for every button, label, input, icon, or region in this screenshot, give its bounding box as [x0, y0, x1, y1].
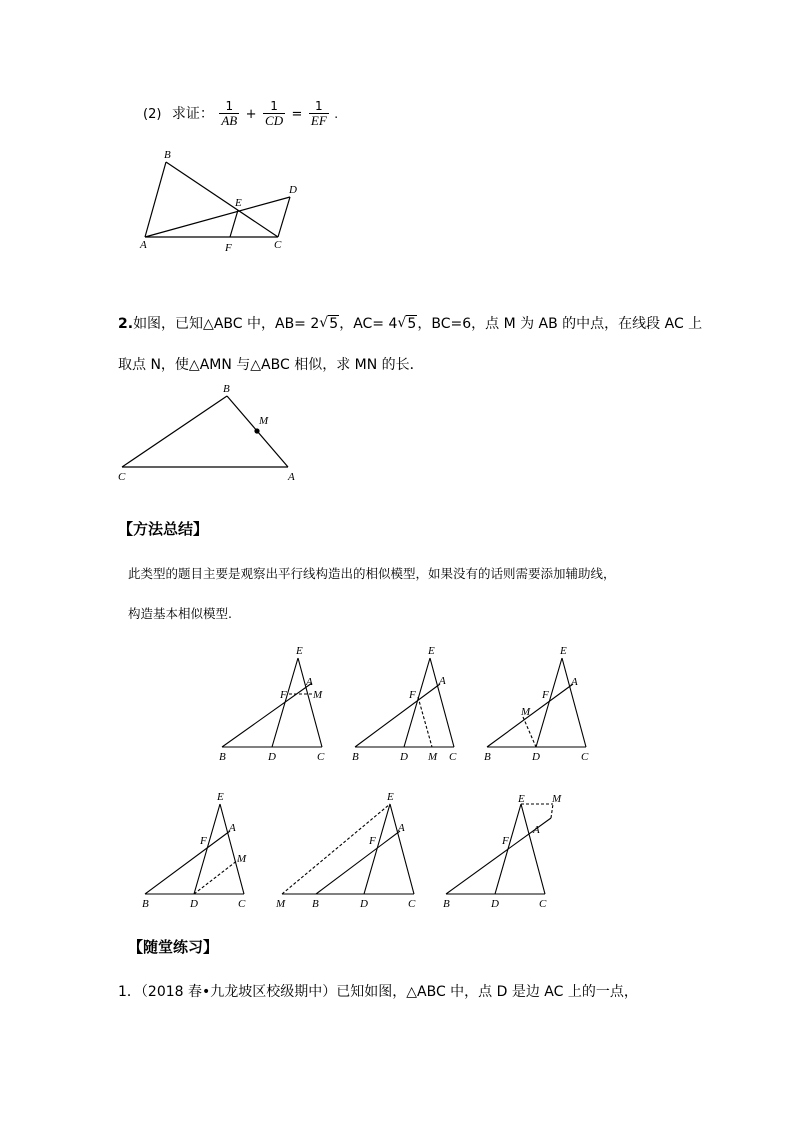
- m3-label-e: E: [560, 645, 567, 657]
- m2-label-f: F: [409, 689, 416, 701]
- segment-bc: [166, 162, 278, 237]
- figure-2-triangle: [110, 380, 310, 490]
- m4-label-d: D: [190, 898, 198, 910]
- m6-label-e: E: [518, 793, 525, 805]
- segment-dc: [278, 197, 290, 237]
- period: .: [334, 107, 339, 121]
- fraction-2-denominator: CD: [265, 113, 284, 128]
- segment-bc: [122, 396, 227, 467]
- practice-heading: 【随堂练习】: [128, 938, 219, 956]
- m2-label-d: D: [400, 751, 408, 763]
- label-a: A: [288, 471, 295, 483]
- fraction-3-numerator: 1: [315, 99, 323, 113]
- m1-label-f: F: [280, 689, 287, 701]
- method-heading: 【方法总结】: [118, 520, 209, 538]
- fraction-2-cd: [263, 100, 285, 128]
- m2-label-m: M: [428, 751, 438, 763]
- fraction-3-denominator: EF: [310, 113, 327, 128]
- model-6: [446, 804, 553, 894]
- m2-label-b: B: [352, 751, 359, 763]
- label-a: A: [140, 239, 147, 251]
- question-2-text-3: ，BC=6，点 M 为 AB 的中点，在线段 AC 上: [417, 316, 703, 332]
- method-line-1: 此类型的题目主要是观察出平行线构造出的相似模型，如果没有的话则需要添加辅助线，: [128, 566, 616, 581]
- model-5: [282, 804, 414, 894]
- ac-coefficient: 4: [388, 316, 398, 332]
- m6-label-c: C: [539, 898, 547, 910]
- ab-coefficient: 2: [310, 316, 320, 332]
- m5-label-e: E: [387, 791, 394, 803]
- ac-sqrt: √ 5: [397, 315, 417, 332]
- m3-label-a: A: [571, 676, 578, 688]
- point-m: [254, 428, 259, 433]
- m3-label-d: D: [532, 751, 540, 763]
- equals-sign: =: [291, 106, 303, 122]
- m6-label-m: M: [552, 793, 562, 805]
- m2-label-a: A: [439, 675, 446, 687]
- m5-label-a: A: [398, 822, 405, 834]
- m1-label-d: D: [268, 751, 276, 763]
- similarity-models-diagram: [0, 640, 794, 915]
- m4-label-b: B: [142, 898, 149, 910]
- ab-radicand: 5: [329, 316, 339, 332]
- m5-label-f: F: [369, 835, 376, 847]
- question-2-line-1: [118, 313, 702, 333]
- segment-ef: [230, 210, 238, 237]
- m4-label-f: F: [200, 835, 207, 847]
- plus-sign: +: [245, 106, 257, 122]
- fraction-3-ef: [309, 100, 329, 128]
- m1-label-c: C: [317, 751, 325, 763]
- label-m: M: [259, 415, 269, 427]
- m5-label-b: B: [312, 898, 319, 910]
- m6-label-f: F: [502, 835, 509, 847]
- question-2-number: 2.: [118, 316, 134, 332]
- m4-label-m: M: [237, 853, 247, 865]
- practice-question-1: 1．（2018 春•九龙坡区校级期中）已知如图，△ABC 中，点 D 是边 AC 上的一点，: [118, 984, 638, 1000]
- m6-label-d: D: [491, 898, 499, 910]
- m3-label-b: B: [484, 751, 491, 763]
- label-e: E: [235, 197, 242, 209]
- label-c: C: [274, 239, 282, 251]
- question-2-text-1: 如图，已知△ABC 中，AB=: [133, 316, 311, 332]
- ac-radicand: 5: [407, 316, 417, 332]
- m1-label-a: A: [306, 676, 313, 688]
- label-d: D: [289, 184, 297, 196]
- m3-label-f: F: [542, 689, 549, 701]
- m6-label-a: A: [533, 824, 540, 836]
- m5-label-c: C: [408, 898, 416, 910]
- m3-label-m: M: [521, 706, 531, 718]
- m3-label-c: C: [581, 751, 589, 763]
- segment-ba: [145, 162, 166, 237]
- question-2-text-2: ，AC=: [339, 316, 389, 332]
- m5-label-m: M: [276, 898, 286, 910]
- fraction-2-numerator: 1: [270, 99, 278, 113]
- m2-label-e: E: [428, 645, 435, 657]
- part2-statement: [143, 100, 338, 128]
- part2-label: (2): [143, 107, 162, 122]
- m4-label-e: E: [217, 791, 224, 803]
- label-b: B: [223, 383, 230, 395]
- m1-label-b: B: [219, 751, 226, 763]
- model-4: [145, 804, 244, 894]
- fraction-1-denominator: AB: [221, 113, 238, 128]
- figure-1-geometry: [130, 140, 310, 260]
- method-line-2: 构造基本相似模型.: [128, 606, 232, 621]
- m5-label-d: D: [360, 898, 368, 910]
- label-f: F: [225, 242, 232, 254]
- m1-label-e: E: [296, 645, 303, 657]
- m4-label-a: A: [229, 822, 236, 834]
- fraction-1-ab: [219, 100, 239, 128]
- ab-sqrt: √ 5: [319, 315, 339, 332]
- label-b: B: [164, 149, 171, 161]
- m6-label-b: B: [443, 898, 450, 910]
- fraction-1-numerator: 1: [225, 99, 234, 113]
- prove-text: 求证：: [171, 106, 214, 122]
- m4-label-c: C: [238, 898, 246, 910]
- m2-label-c: C: [449, 751, 457, 763]
- question-2-line-2: 取点 N，使△AMN 与△ABC 相似，求 MN 的长．: [118, 357, 424, 373]
- model-3: [487, 658, 586, 747]
- label-c: C: [118, 471, 126, 483]
- model-2: [355, 658, 454, 747]
- model-1: [222, 658, 322, 747]
- m1-label-m: M: [313, 689, 323, 701]
